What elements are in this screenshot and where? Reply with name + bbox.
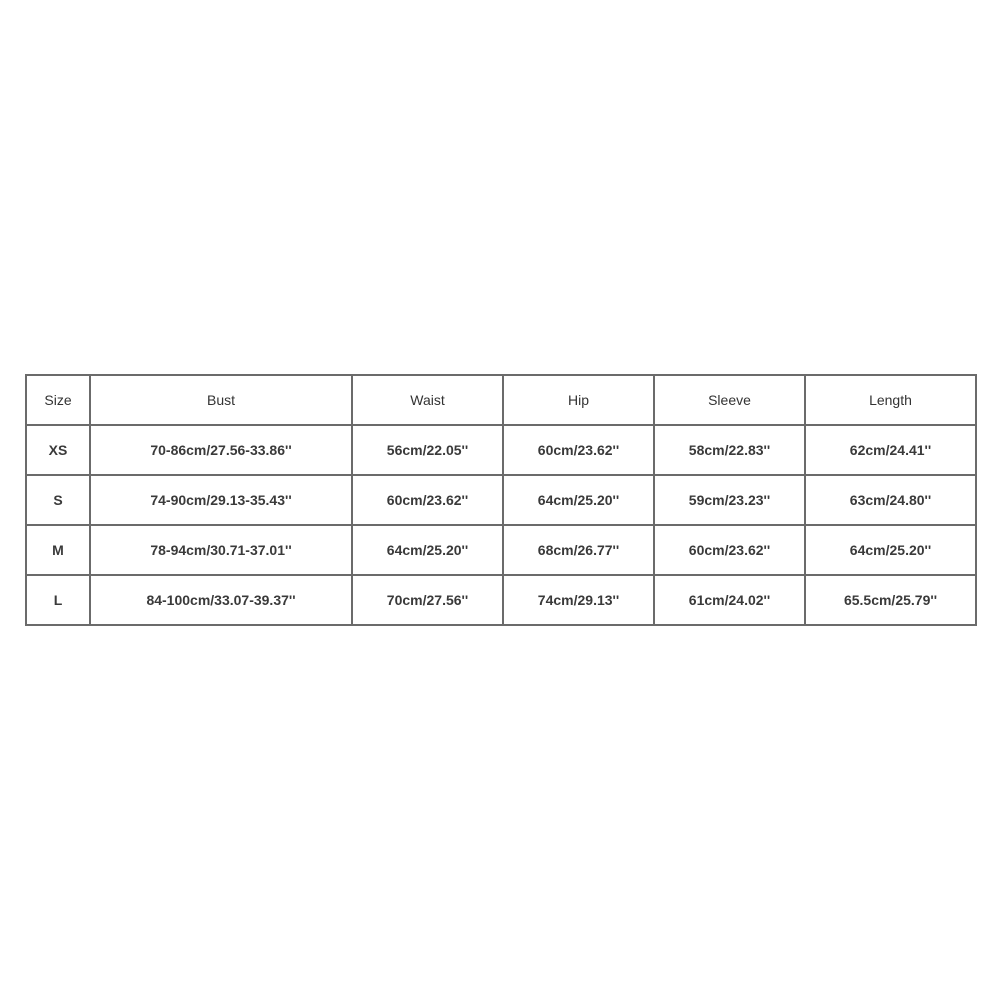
table-row: [26, 475, 976, 525]
sleeve-cell: 60cm/23.62'': [654, 525, 805, 575]
bust-cell: 74-90cm/29.13-35.43'': [90, 475, 352, 525]
size-cell: XS: [26, 425, 90, 475]
length-cell: 64cm/25.20'': [805, 525, 976, 575]
hip-cell: 64cm/25.20'': [503, 475, 654, 525]
header-bust: Bust: [90, 375, 352, 425]
table-row: [26, 575, 976, 625]
hip-cell: 68cm/26.77'': [503, 525, 654, 575]
size-cell: S: [26, 475, 90, 525]
bust-cell: 70-86cm/27.56-33.86'': [90, 425, 352, 475]
hip-cell: 60cm/23.62'': [503, 425, 654, 475]
table-header-row: [26, 375, 976, 425]
waist-cell: 60cm/23.62'': [352, 475, 503, 525]
header-length: Length: [805, 375, 976, 425]
sleeve-cell: 59cm/23.23'': [654, 475, 805, 525]
size-cell: L: [26, 575, 90, 625]
hip-cell: 74cm/29.13'': [503, 575, 654, 625]
bust-cell: 78-94cm/30.71-37.01'': [90, 525, 352, 575]
header-sleeve: Sleeve: [654, 375, 805, 425]
length-cell: 63cm/24.80'': [805, 475, 976, 525]
sleeve-cell: 58cm/22.83'': [654, 425, 805, 475]
length-cell: 62cm/24.41'': [805, 425, 976, 475]
header-hip: Hip: [503, 375, 654, 425]
length-cell: 65.5cm/25.79'': [805, 575, 976, 625]
waist-cell: 70cm/27.56'': [352, 575, 503, 625]
header-waist: Waist: [352, 375, 503, 425]
size-cell: M: [26, 525, 90, 575]
bust-cell: 84-100cm/33.07-39.37'': [90, 575, 352, 625]
waist-cell: 64cm/25.20'': [352, 525, 503, 575]
table-row: [26, 425, 976, 475]
sleeve-cell: 61cm/24.02'': [654, 575, 805, 625]
waist-cell: 56cm/22.05'': [352, 425, 503, 475]
header-size: Size: [26, 375, 90, 425]
size-chart-table: [25, 374, 977, 626]
table-row: [26, 525, 976, 575]
